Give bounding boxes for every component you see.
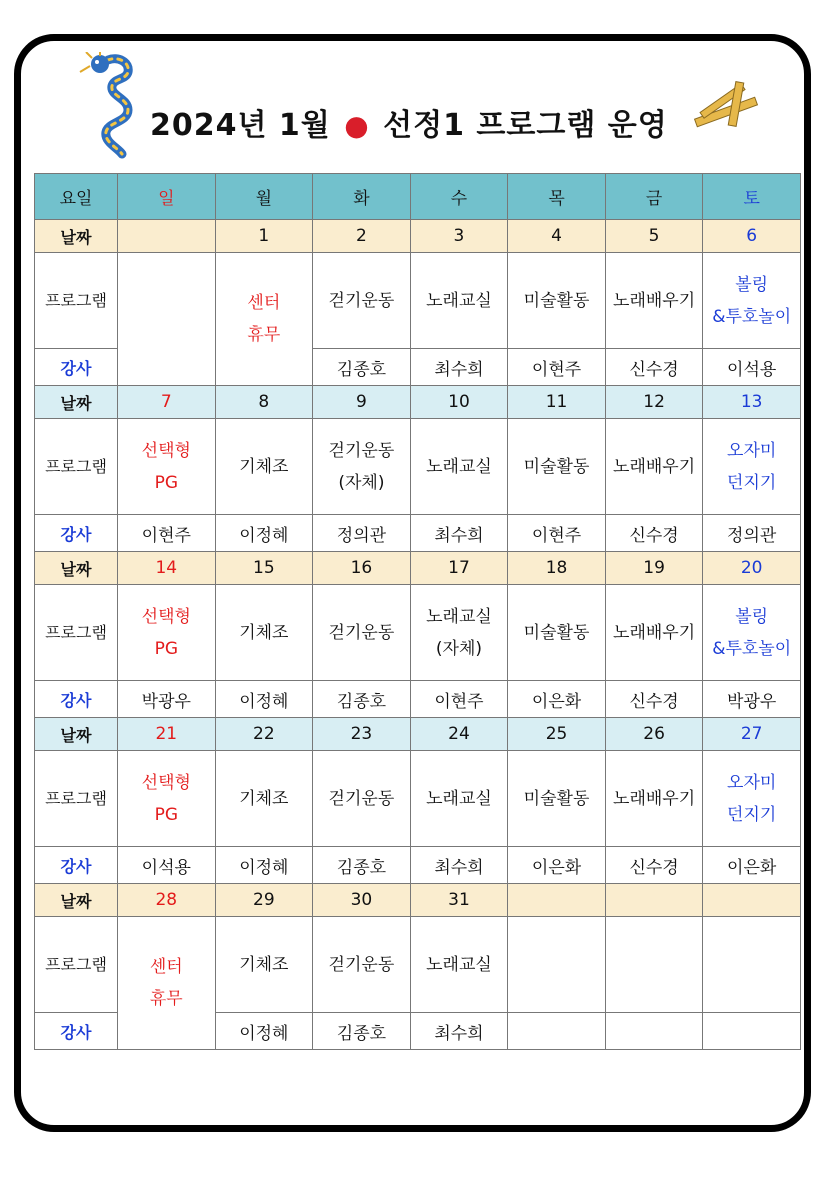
program-cell: 선택형 PG [118, 751, 216, 847]
instructor-label: 강사 [35, 847, 118, 884]
instructor-label: 강사 [35, 349, 118, 386]
program-cell: 선택형 PG [118, 585, 216, 681]
instructor-cell: 이현주 [410, 681, 508, 718]
dragon-icon [78, 52, 142, 160]
date-cell: 9 [313, 386, 411, 419]
instructor-cell: 최수희 [410, 1013, 508, 1050]
program-cell: 기체조 [215, 419, 313, 515]
program-cell: 미술활동 [508, 585, 606, 681]
instructor-cell: 최수희 [410, 515, 508, 552]
program-row [35, 253, 801, 349]
date-label: 날짜 [35, 884, 118, 917]
instructor-label: 강사 [35, 515, 118, 552]
date-cell: 23 [313, 718, 411, 751]
instructor-cell: 신수경 [605, 847, 703, 884]
date-row [35, 552, 801, 585]
program-cell: 노래배우기 [605, 253, 703, 349]
program-cell: 노래교실 (자체) [410, 585, 508, 681]
date-row [35, 884, 801, 917]
date-cell: 8 [215, 386, 313, 419]
date-row [35, 718, 801, 751]
program-cell: 기체조 [215, 585, 313, 681]
date-cell: 19 [605, 552, 703, 585]
date-label: 날짜 [35, 386, 118, 419]
weekday-3: 수 [410, 174, 508, 220]
date-cell: 10 [410, 386, 508, 419]
program-row [35, 585, 801, 681]
date-cell: 14 [118, 552, 216, 585]
program-cell: 노래배우기 [605, 585, 703, 681]
instructor-cell: 이은화 [508, 681, 606, 718]
weekday-2: 화 [313, 174, 411, 220]
instructor-cell: 이은화 [703, 847, 801, 884]
date-cell: 21 [118, 718, 216, 751]
program-label: 프로그램 [35, 419, 118, 515]
program-cell [605, 917, 703, 1013]
date-row [35, 220, 801, 253]
program-label: 프로그램 [35, 253, 118, 349]
date-cell [508, 884, 606, 917]
instructor-cell: 김종호 [313, 681, 411, 718]
program-cell: 노래교실 [410, 253, 508, 349]
program-label: 프로그램 [35, 917, 118, 1013]
instructor-row [35, 681, 801, 718]
date-cell [703, 884, 801, 917]
date-cell: 18 [508, 552, 606, 585]
weekday-5: 금 [605, 174, 703, 220]
instructor-cell: 이현주 [118, 515, 216, 552]
program-cell: 노래교실 [410, 419, 508, 515]
instructor-cell: 최수희 [410, 349, 508, 386]
instructor-cell: 최수희 [410, 847, 508, 884]
instructor-cell: 박광우 [118, 681, 216, 718]
weekday-header-row [35, 174, 801, 220]
instructor-cell: 신수경 [605, 515, 703, 552]
date-cell: 20 [703, 552, 801, 585]
program-cell: 걷기운동 (자체) [313, 419, 411, 515]
instructor-cell: 이정혜 [215, 515, 313, 552]
date-cell: 28 [118, 884, 216, 917]
program-cell: 오자미 던지기 [703, 419, 801, 515]
date-cell [118, 220, 216, 253]
date-cell: 24 [410, 718, 508, 751]
instructor-cell: 정의관 [313, 515, 411, 552]
program-cell: 미술활동 [508, 419, 606, 515]
instructor-label: 강사 [35, 681, 118, 718]
ruler-icon [692, 78, 762, 134]
program-cell: 노래교실 [410, 917, 508, 1013]
program-cell: 기체조 [215, 751, 313, 847]
program-cell: 노래배우기 [605, 419, 703, 515]
title-suffix: 선정1 프로그램 운영 [383, 108, 668, 143]
date-cell: 25 [508, 718, 606, 751]
program-cell: 걷기운동 [313, 253, 411, 349]
date-cell: 5 [605, 220, 703, 253]
program-label: 프로그램 [35, 751, 118, 847]
date-cell: 6 [703, 220, 801, 253]
instructor-cell [605, 1013, 703, 1050]
instructor-cell: 김종호 [313, 847, 411, 884]
instructor-cell: 김종호 [313, 349, 411, 386]
program-cell: 오자미 던지기 [703, 751, 801, 847]
header-label: 요일 [35, 174, 118, 220]
date-cell: 4 [508, 220, 606, 253]
date-cell: 22 [215, 718, 313, 751]
program-cell: 미술활동 [508, 751, 606, 847]
weekday-6: 토 [703, 174, 801, 220]
date-cell: 29 [215, 884, 313, 917]
program-cell: 걷기운동 [313, 751, 411, 847]
company-logo-icon: ● [344, 109, 370, 142]
weekday-1: 월 [215, 174, 313, 220]
instructor-cell: 이석용 [703, 349, 801, 386]
date-cell: 30 [313, 884, 411, 917]
date-cell: 27 [703, 718, 801, 751]
date-cell: 16 [313, 552, 411, 585]
program-row [35, 751, 801, 847]
instructor-row [35, 847, 801, 884]
date-cell: 1 [215, 220, 313, 253]
instructor-cell [703, 1013, 801, 1050]
instructor-cell: 이현주 [508, 349, 606, 386]
date-label: 날짜 [35, 552, 118, 585]
date-label: 날짜 [35, 718, 118, 751]
date-cell: 12 [605, 386, 703, 419]
date-cell: 7 [118, 386, 216, 419]
program-row [35, 419, 801, 515]
instructor-cell: 이정혜 [215, 681, 313, 718]
program-cell [508, 917, 606, 1013]
weekday-0: 일 [118, 174, 216, 220]
program-cell: 기체조 [215, 917, 313, 1013]
page-title [150, 100, 668, 144]
program-cell: 걷기운동 [313, 917, 411, 1013]
date-cell: 26 [605, 718, 703, 751]
program-cell: 걷기운동 [313, 585, 411, 681]
program-cell: 선택형 PG [118, 419, 216, 515]
title-prefix: 2024년 1월 [150, 108, 331, 143]
weekday-4: 목 [508, 174, 606, 220]
center-closed-cell: 센터 휴무 [118, 917, 216, 1050]
date-cell [605, 884, 703, 917]
date-cell: 3 [410, 220, 508, 253]
program-cell: 볼링 &투호놀이 [703, 253, 801, 349]
date-cell: 13 [703, 386, 801, 419]
instructor-cell: 정의관 [703, 515, 801, 552]
date-cell: 2 [313, 220, 411, 253]
instructor-cell: 이정혜 [215, 1013, 313, 1050]
program-cell: 노래배우기 [605, 751, 703, 847]
program-label: 프로그램 [35, 585, 118, 681]
program-cell: 볼링 &투호놀이 [703, 585, 801, 681]
program-schedule-table [34, 173, 801, 1050]
instructor-cell: 이석용 [118, 847, 216, 884]
date-label: 날짜 [35, 220, 118, 253]
date-cell: 31 [410, 884, 508, 917]
instructor-cell [508, 1013, 606, 1050]
program-cell [118, 253, 216, 386]
program-cell: 미술활동 [508, 253, 606, 349]
date-cell: 17 [410, 552, 508, 585]
instructor-cell: 신수경 [605, 681, 703, 718]
instructor-cell: 김종호 [313, 1013, 411, 1050]
program-cell: 노래교실 [410, 751, 508, 847]
instructor-cell: 이현주 [508, 515, 606, 552]
date-cell: 11 [508, 386, 606, 419]
date-row [35, 386, 801, 419]
program-cell [703, 917, 801, 1013]
center-closed-cell: 센터 휴무 [215, 253, 313, 386]
instructor-cell: 이정혜 [215, 847, 313, 884]
instructor-cell: 신수경 [605, 349, 703, 386]
date-cell: 15 [215, 552, 313, 585]
program-row [35, 917, 801, 1013]
instructor-cell: 이은화 [508, 847, 606, 884]
instructor-cell: 박광우 [703, 681, 801, 718]
instructor-label: 강사 [35, 1013, 118, 1050]
instructor-row [35, 515, 801, 552]
